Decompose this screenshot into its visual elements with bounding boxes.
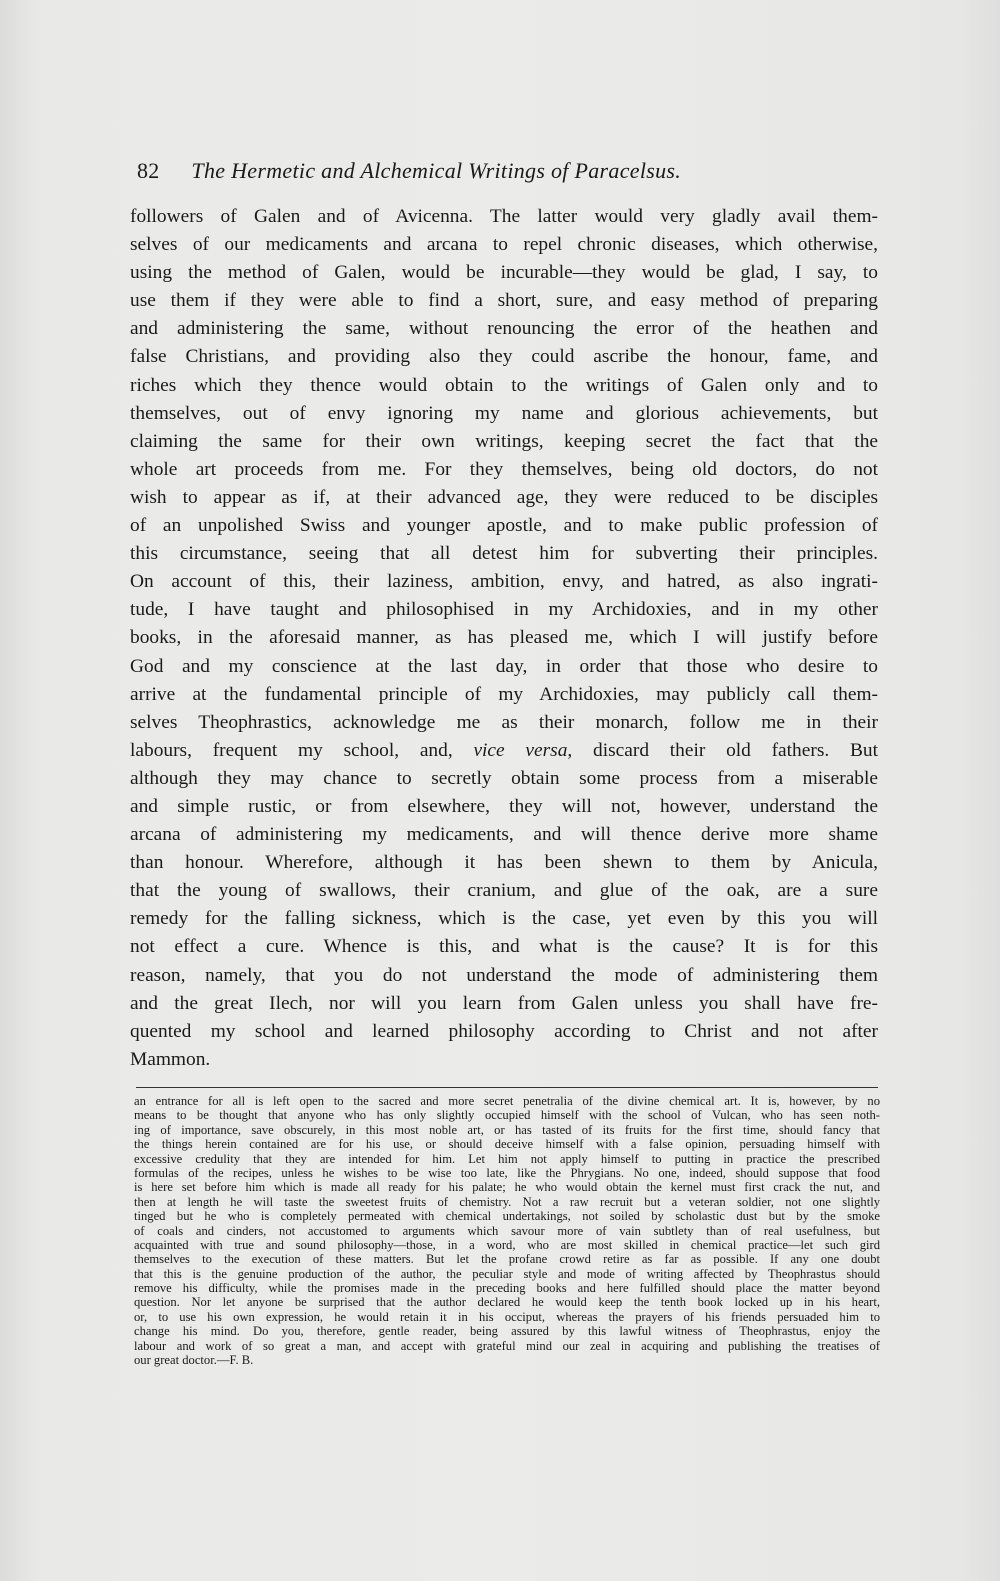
footnote-line: tinged but he who is completely permeated with chemical undertakings, not soiled by scholastic dust but by the smoke xyxy=(134,1209,880,1224)
body-line: selves Theophrastics, acknowledge me as their monarch, follow me in their xyxy=(130,711,878,733)
body-line: and administering the same, without renouncing the error of the heathen and xyxy=(130,318,878,340)
body-line: claiming the same for their own writings, keeping secret the fact that the xyxy=(130,430,878,452)
body-line: On account of this, their laziness, ambition, envy, and hatred, as also ingrati- xyxy=(130,571,878,593)
footnote-line: themselves to the execution of these matters. But let the profane crowd retire as far as possible. If any one doubt xyxy=(134,1252,880,1267)
footnote-line: that this is the genuine production of the author, the peculiar style and mode of writing affected by Theophrastus should xyxy=(134,1266,880,1281)
running-title: The Hermetic and Alchemical Writings of Paracelsus. xyxy=(191,158,682,183)
body-line: of an unpolished Swiss and younger apostle, and to make public profession of xyxy=(130,515,878,537)
footnote-line: of coals and cinders, not accustomed to arguments which savour more of vain subtlety than of real usefulness, but xyxy=(134,1223,880,1238)
body-line: books, in the aforesaid manner, as has pleased me, which I will justify before xyxy=(130,627,878,649)
footnote-line: our great doctor.—F. B. xyxy=(134,1353,254,1368)
footnote-line: labour and work of so great a man, and accept with grateful mind our zeal in acquiring and publishing the treatises of xyxy=(134,1338,880,1353)
body-line: whole art proceeds from me. For they themselves, being old doctors, do not xyxy=(130,458,878,480)
footnote-line: question. Nor let anyone be surprised that the author declared he would keep the tenth book locked up in his heart, xyxy=(134,1295,880,1310)
body-line: selves of our medicaments and arcana to repel chronic diseases, which otherwise, xyxy=(130,234,878,256)
footnote-divider xyxy=(136,1087,878,1088)
body-line: use them if they were able to find a short, sure, and easy method of preparing xyxy=(130,290,878,312)
body-line: remedy for the falling sickness, which is the case, yet even by this you will xyxy=(130,908,878,930)
body-line: God and my conscience at the last day, in order that those who desire to xyxy=(130,655,878,677)
body-line: and the great Ilech, nor will you learn from Galen unless you shall have fre- xyxy=(130,992,878,1014)
body-line: arrive at the fundamental principle of my Archidoxies, may publicly call them- xyxy=(130,683,878,705)
body-line: labours, frequent my school, and, vice versa, discard their old fathers. But xyxy=(130,739,878,761)
body-line: themselves, out of envy ignoring my name and glorious achievements, but xyxy=(130,402,878,424)
footnote-line: then at length he will taste the sweetest fruits of chemistry. Not a raw recruit but a veteran soldier, not one slightly xyxy=(134,1194,880,1209)
footnote-line: or, to use his own expression, he would retain it in his occiput, whereas the prayers of his friends persuaded him to xyxy=(134,1309,880,1324)
body-line: arcana of administering my medicaments, and will thence derive more shame xyxy=(130,824,878,846)
body-line: quented my school and learned philosophy according to Christ and not after xyxy=(130,1020,878,1042)
body-line: although they may chance to secretly obtain some process from a miserable xyxy=(130,767,878,789)
body-line: wish to appear as if, at their advanced age, they were reduced to be disciples xyxy=(130,486,878,508)
body-line: and simple rustic, or from elsewhere, they will not, however, understand the xyxy=(130,795,878,817)
body-line: tude, I have taught and philosophised in my Archidoxies, and in my other xyxy=(130,599,878,621)
footnote-line: is here set before him which is made all ready for his palate; he who would obtain the kernel must first crack the nut, and xyxy=(134,1180,880,1195)
footnote-line: excessive credulity that they are intended for him. Let him not apply himself to putting in practice the prescribed xyxy=(134,1151,880,1166)
footnote-line: formulas of the recipes, unless he wishes to be wise too late, like the Phrygians. No one, indeed, should suppose that food xyxy=(134,1165,880,1180)
body-line: riches which they thence would obtain to the writings of Galen only and to xyxy=(130,374,878,396)
footnote-line: the things herein contained are for his use, or should deceive himself with a false opinion, persuading himself with xyxy=(134,1137,880,1152)
running-head xyxy=(137,158,877,184)
body-line: using the method of Galen, would be incurable—they would be glad, I say, to xyxy=(130,262,878,284)
footnote-line: change his mind. Do you, therefore, gentle reader, being assured by this lawful witness of Theophrastus, enjoy the xyxy=(134,1324,880,1339)
body-line: followers of Galen and of Avicenna. The latter would very gladly avail them- xyxy=(130,206,878,227)
main-text xyxy=(130,203,878,1074)
page-number: 82 xyxy=(137,158,160,183)
body-line: reason, namely, that you do not understand the mode of administering them xyxy=(130,964,878,986)
body-line: not effect a cure. Whence is this, and what is the cause? It is for this xyxy=(130,936,878,958)
body-line: than honour. Wherefore, although it has been shewn to them by Anicula, xyxy=(130,852,878,874)
footnote-line: an entrance for all is left open to the sacred and more secret penetralia of the divine chemical art. It is, however, by no xyxy=(134,1094,880,1108)
footnote-line: remove his difficulty, while the promises made in the preceding books and here fulfilled should place the matter beyond xyxy=(134,1281,880,1296)
body-line: Mammon. xyxy=(130,1048,211,1070)
body-line: false Christians, and providing also they could ascribe the honour, fame, and xyxy=(130,346,878,368)
footnote-line: means to be thought that anyone who has only slightly occupied himself with the school of Vulcan, who has seen noth- xyxy=(134,1108,880,1123)
footnote-line: ing of importance, save obscurely, in this most noble art, or has tasted of its fruits for the first time, should fancy that xyxy=(134,1122,880,1137)
footnote xyxy=(134,1094,880,1367)
body-line: this circumstance, seeing that all detest him for subverting their principles. xyxy=(130,543,878,565)
body-line: that the young of swallows, their cranium, and glue of the oak, are a sure xyxy=(130,880,878,902)
footnote-line: acquainted with true and sound philosophy—those, in a word, who are most skilled in chemical practice—let such gird xyxy=(134,1237,880,1252)
